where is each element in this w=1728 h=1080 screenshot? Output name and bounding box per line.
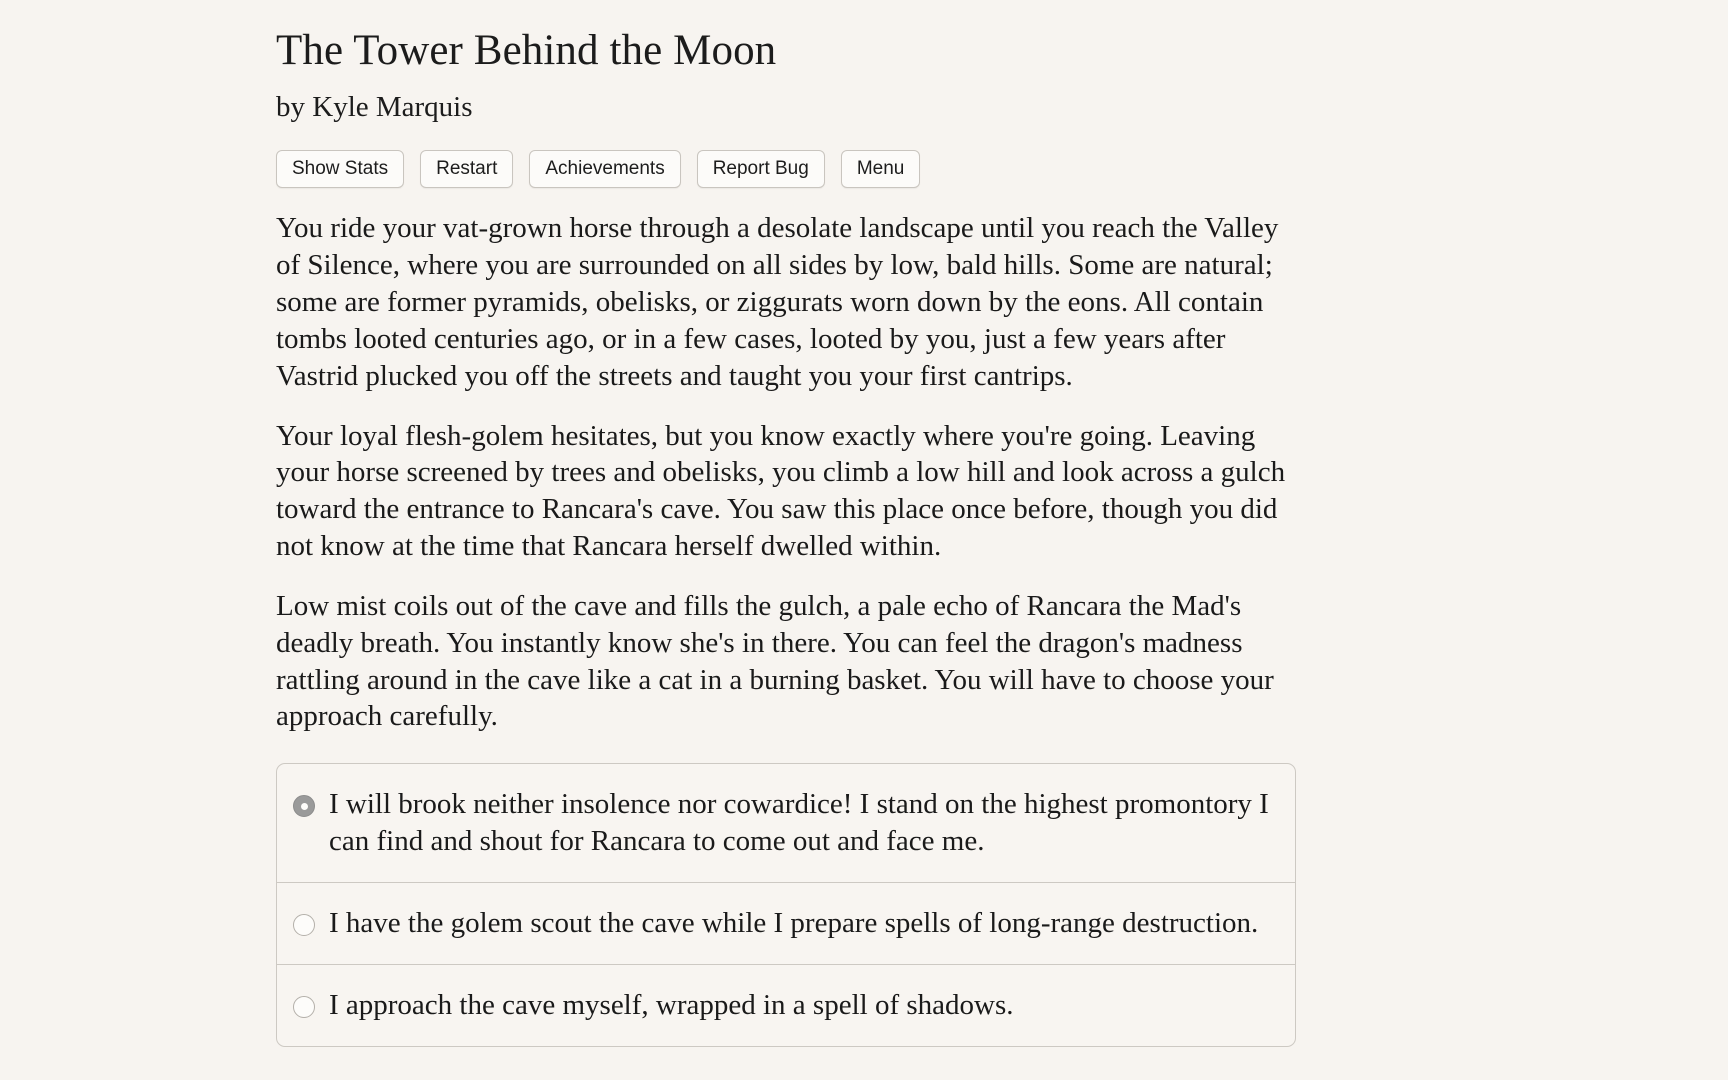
radio-selected-icon[interactable] — [293, 795, 315, 817]
menu-button[interactable]: Menu — [841, 150, 921, 188]
page-title: The Tower Behind the Moon — [276, 27, 777, 74]
choice-label: I will brook neither insolence nor cowardice! I stand on the highest promontory I can find and shout for Rancara to come out and face me. — [329, 788, 1269, 858]
author-byline: by Kyle Marquis — [276, 91, 473, 124]
choice-option[interactable] — [277, 764, 1295, 882]
report-bug-button[interactable]: Report Bug — [697, 150, 825, 188]
restart-button[interactable]: Restart — [420, 150, 513, 188]
toolbar — [276, 150, 1296, 188]
choice-option[interactable] — [277, 882, 1295, 964]
choice-option[interactable] — [277, 964, 1295, 1046]
content-column — [276, 0, 1296, 1047]
story-text — [276, 210, 1296, 735]
achievements-button[interactable]: Achievements — [529, 150, 680, 188]
choice-label: I have the golem scout the cave while I prepare spells of long-range destruction. — [329, 906, 1259, 939]
story-paragraph: You ride your vat-grown horse through a desolate landscape until you reach the Valley of Silence, where you are surrounded on all sides by low, bald hills. Some are natural; some are former pyramids, obelisks, or ziggurats worn down by the eons. All contain tombs looted centuries ago, or in a few cases, looted by you, just a few years after Vastrid plucked you off the streets and taught you your first cantrips. — [276, 212, 1279, 392]
radio-unselected-icon[interactable] — [293, 996, 315, 1018]
show-stats-button[interactable]: Show Stats — [276, 150, 404, 188]
choices-panel — [276, 763, 1296, 1046]
radio-unselected-icon[interactable] — [293, 914, 315, 936]
story-paragraph: Low mist coils out of the cave and fills the gulch, a pale echo of Rancara the Mad's deadly breath. You instantly know she's in there. You can feel the dragon's madness rattling around in the cave like a cat in a burning basket. You will have to choose your approach carefully. — [276, 589, 1274, 733]
story-paragraph: Your loyal flesh-golem hesitates, but you know exactly where you're going. Leaving your horse screened by trees and obelisks, you climb a low hill and look across a gulch toward the entrance to Rancara's cave. You saw this place once before, though you did not know at the time that Rancara herself dwelled within. — [276, 419, 1286, 563]
choice-label: I approach the cave myself, wrapped in a spell of shadows. — [329, 988, 1014, 1021]
